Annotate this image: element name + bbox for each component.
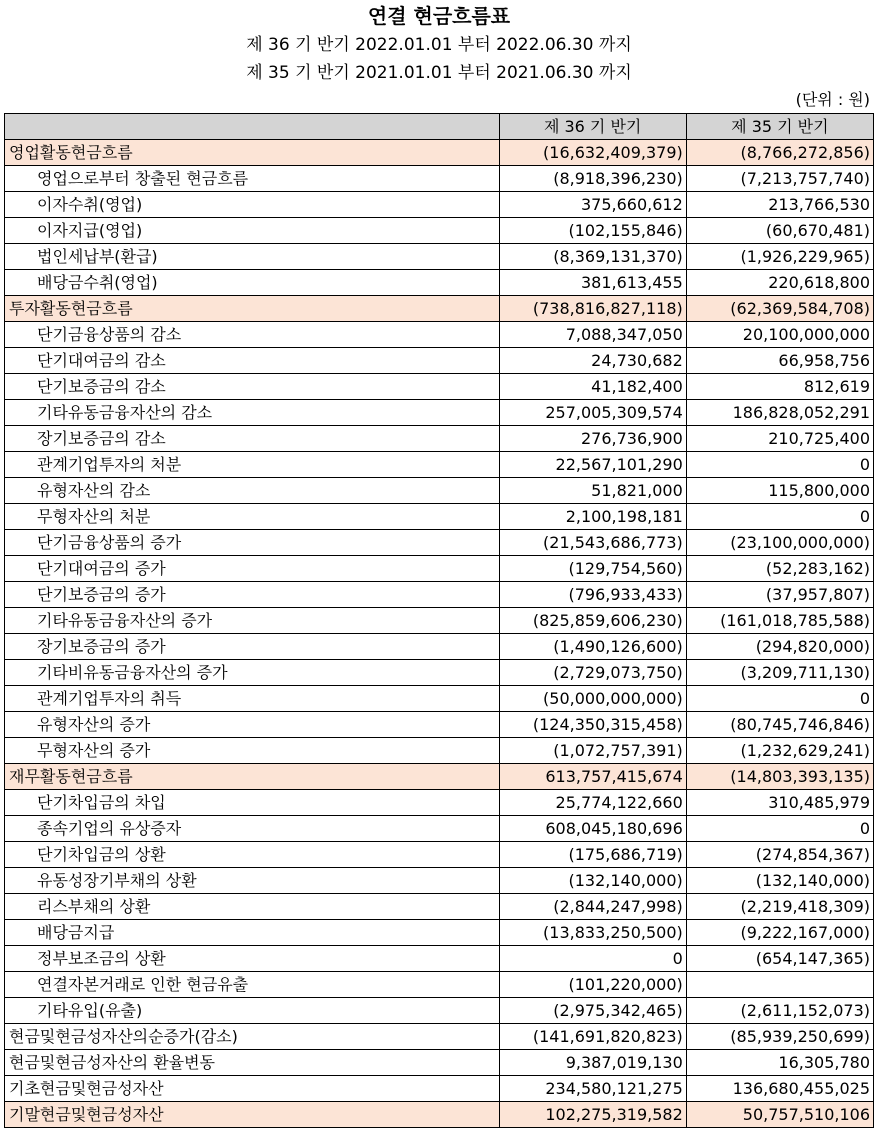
table-row: [5, 244, 874, 270]
current-period-value: 24,730,682: [499, 348, 686, 374]
current-period-value: (2,844,247,998): [499, 894, 686, 920]
row-label: 단기보증금의 감소: [5, 374, 500, 400]
table-row: [5, 192, 874, 218]
current-period-value: (175,686,719): [499, 842, 686, 868]
current-period-value: (129,754,560): [499, 556, 686, 582]
prior-period-value: (3,209,711,130): [686, 660, 873, 686]
current-period-value: 41,182,400: [499, 374, 686, 400]
current-period-value: 102,275,319,582: [499, 1102, 686, 1128]
row-label: 배당금수취(영업): [5, 270, 500, 296]
current-period-value: 276,736,900: [499, 426, 686, 452]
prior-period-value: (52,283,162): [686, 556, 873, 582]
table-row: [5, 400, 874, 426]
table-row: [5, 998, 874, 1024]
table-row: [5, 790, 874, 816]
prior-period-value: 0: [686, 504, 873, 530]
current-period-value: (1,072,757,391): [499, 738, 686, 764]
row-label: 장기보증금의 감소: [5, 426, 500, 452]
row-label: 리스부채의 상환: [5, 894, 500, 920]
current-period-value: (825,859,606,230): [499, 608, 686, 634]
table-row: [5, 504, 874, 530]
current-period-value: (132,140,000): [499, 868, 686, 894]
prior-period-value: (274,854,367): [686, 842, 873, 868]
row-label: 기말현금및현금성자산: [5, 1102, 500, 1128]
prior-period-value: 20,100,000,000: [686, 322, 873, 348]
prior-period-value: 220,618,800: [686, 270, 873, 296]
prior-period-value: (62,369,584,708): [686, 296, 873, 322]
table-row: [5, 530, 874, 556]
prior-period-value: 115,800,000: [686, 478, 873, 504]
table-row: [5, 660, 874, 686]
table-body: [5, 140, 874, 1128]
current-period-value: (13,833,250,500): [499, 920, 686, 946]
row-label: 기타비유동금융자산의 증가: [5, 660, 500, 686]
prior-period-value: 136,680,455,025: [686, 1076, 873, 1102]
table-row: [5, 634, 874, 660]
current-period-value: 234,580,121,275: [499, 1076, 686, 1102]
row-label: 이자지급(영업): [5, 218, 500, 244]
table-row: [5, 868, 874, 894]
row-label: 단기금융상품의 증가: [5, 530, 500, 556]
report-header: [0, 1, 878, 87]
prior-period-value: 66,958,756: [686, 348, 873, 374]
current-period-value: (102,155,846): [499, 218, 686, 244]
prior-period-value: (8,766,272,856): [686, 140, 873, 166]
table-row: [5, 738, 874, 764]
row-label: 단기차입금의 상환: [5, 842, 500, 868]
current-period-value: (8,918,396,230): [499, 166, 686, 192]
table-row: [5, 452, 874, 478]
prior-period-value: 50,757,510,106: [686, 1102, 873, 1128]
row-label: 기초현금및현금성자산: [5, 1076, 500, 1102]
current-period-value: 9,387,019,130: [499, 1050, 686, 1076]
prior-period-value: 16,305,780: [686, 1050, 873, 1076]
current-period-value: (8,369,131,370): [499, 244, 686, 270]
prior-period-value: (2,219,418,309): [686, 894, 873, 920]
current-period-value: 613,757,415,674: [499, 764, 686, 790]
current-period-value: 2,100,198,181: [499, 504, 686, 530]
prior-period-value: (80,745,746,846): [686, 712, 873, 738]
current-period-value: 381,613,455: [499, 270, 686, 296]
prior-period-value: (60,670,481): [686, 218, 873, 244]
row-label: 재무활동현금흐름: [5, 764, 500, 790]
prior-period-value: (1,926,229,965): [686, 244, 873, 270]
section-row: [5, 140, 874, 166]
current-period-value: (124,350,315,458): [499, 712, 686, 738]
table-row: [5, 426, 874, 452]
table-row: [5, 348, 874, 374]
current-period-value: 51,821,000: [499, 478, 686, 504]
current-period-value: (796,933,433): [499, 582, 686, 608]
header-current-period: 제 36 기 반기: [499, 114, 686, 140]
row-label: 현금및현금성자산의 환율변동: [5, 1050, 500, 1076]
current-period-value: 22,567,101,290: [499, 452, 686, 478]
prior-period-value: (14,803,393,135): [686, 764, 873, 790]
row-label: 관계기업투자의 취득: [5, 686, 500, 712]
table-row: [5, 816, 874, 842]
table-row: [5, 946, 874, 972]
prior-period-value: (1,232,629,241): [686, 738, 873, 764]
row-label: 단기대여금의 증가: [5, 556, 500, 582]
current-period-value: (21,543,686,773): [499, 530, 686, 556]
current-period-value: (141,691,820,823): [499, 1024, 686, 1050]
table-row: [5, 270, 874, 296]
current-period-value: 25,774,122,660: [499, 790, 686, 816]
row-label: 정부보조금의 상환: [5, 946, 500, 972]
header-label-cell: [5, 114, 500, 140]
unit-label: (단위 : 원): [795, 90, 870, 109]
current-period-value: 608,045,180,696: [499, 816, 686, 842]
section-row: [5, 296, 874, 322]
current-period-value: (2,975,342,465): [499, 998, 686, 1024]
row-label: 무형자산의 증가: [5, 738, 500, 764]
table-row: [5, 608, 874, 634]
period-current: 제 36 기 반기 2022.01.01 부터 2022.06.30 까지: [246, 35, 632, 55]
current-period-value: 0: [499, 946, 686, 972]
prior-period-value: (37,957,807): [686, 582, 873, 608]
prior-period-value: (9,222,167,000): [686, 920, 873, 946]
prior-period-value: 210,725,400: [686, 426, 873, 452]
table-row: [5, 556, 874, 582]
row-label: 무형자산의 처분: [5, 504, 500, 530]
row-label: 유형자산의 감소: [5, 478, 500, 504]
report-title: 연결 현금흐름표: [367, 4, 511, 28]
prior-period-value: [686, 972, 873, 998]
period-prior: 제 35 기 반기 2021.01.01 부터 2021.06.30 까지: [246, 63, 632, 83]
prior-period-value: 213,766,530: [686, 192, 873, 218]
row-label: 유형자산의 증가: [5, 712, 500, 738]
prior-period-value: 0: [686, 686, 873, 712]
prior-period-value: (132,140,000): [686, 868, 873, 894]
prior-period-value: 186,828,052,291: [686, 400, 873, 426]
section-row: [5, 1102, 874, 1128]
row-label: 배당금지급: [5, 920, 500, 946]
table-row: [5, 218, 874, 244]
table-row: [5, 374, 874, 400]
table-row: [5, 322, 874, 348]
prior-period-value: (23,100,000,000): [686, 530, 873, 556]
table-row: [5, 894, 874, 920]
cash-flow-table: [4, 113, 874, 1128]
current-period-value: (50,000,000,000): [499, 686, 686, 712]
row-label: 장기보증금의 증가: [5, 634, 500, 660]
prior-period-value: 0: [686, 816, 873, 842]
row-label: 기타유동금융자산의 감소: [5, 400, 500, 426]
row-label: 기타유입(유출): [5, 998, 500, 1024]
prior-period-value: (654,147,365): [686, 946, 873, 972]
current-period-value: (101,220,000): [499, 972, 686, 998]
row-label: 관계기업투자의 처분: [5, 452, 500, 478]
current-period-value: (738,816,827,118): [499, 296, 686, 322]
table-row: [5, 478, 874, 504]
current-period-value: 257,005,309,574: [499, 400, 686, 426]
current-period-value: (16,632,409,379): [499, 140, 686, 166]
row-label: 기타유동금융자산의 증가: [5, 608, 500, 634]
row-label: 영업으로부터 창출된 현금흐름: [5, 166, 500, 192]
table-row: [5, 166, 874, 192]
current-period-value: 7,088,347,050: [499, 322, 686, 348]
current-period-value: 375,660,612: [499, 192, 686, 218]
prior-period-value: (2,611,152,073): [686, 998, 873, 1024]
prior-period-value: (7,213,757,740): [686, 166, 873, 192]
row-label: 종속기업의 유상증자: [5, 816, 500, 842]
section-row: [5, 764, 874, 790]
prior-period-value: 0: [686, 452, 873, 478]
row-label: 투자활동현금흐름: [5, 296, 500, 322]
row-label: 유동성장기부채의 상환: [5, 868, 500, 894]
prior-period-value: (85,939,250,699): [686, 1024, 873, 1050]
row-label: 연결자본거래로 인한 현금유출: [5, 972, 500, 998]
current-period-value: (2,729,073,750): [499, 660, 686, 686]
row-label: 법인세납부(환급): [5, 244, 500, 270]
prior-period-value: 812,619: [686, 374, 873, 400]
table-row: [5, 1024, 874, 1050]
table-row: [5, 842, 874, 868]
table-row: [5, 582, 874, 608]
table-row: [5, 712, 874, 738]
row-label: 현금및현금성자산의순증가(감소): [5, 1024, 500, 1050]
table-row: [5, 1076, 874, 1102]
table-row: [5, 1050, 874, 1076]
prior-period-value: (294,820,000): [686, 634, 873, 660]
current-period-value: (1,490,126,600): [499, 634, 686, 660]
row-label: 단기금융상품의 감소: [5, 322, 500, 348]
table-row: [5, 920, 874, 946]
prior-period-value: 310,485,979: [686, 790, 873, 816]
row-label: 이자수취(영업): [5, 192, 500, 218]
table-header-row: [5, 114, 874, 140]
row-label: 단기보증금의 증가: [5, 582, 500, 608]
table-row: [5, 686, 874, 712]
table-row: [5, 972, 874, 998]
row-label: 단기차입금의 차입: [5, 790, 500, 816]
row-label: 영업활동현금흐름: [5, 140, 500, 166]
row-label: 단기대여금의 감소: [5, 348, 500, 374]
header-prior-period: 제 35 기 반기: [686, 114, 873, 140]
prior-period-value: (161,018,785,588): [686, 608, 873, 634]
